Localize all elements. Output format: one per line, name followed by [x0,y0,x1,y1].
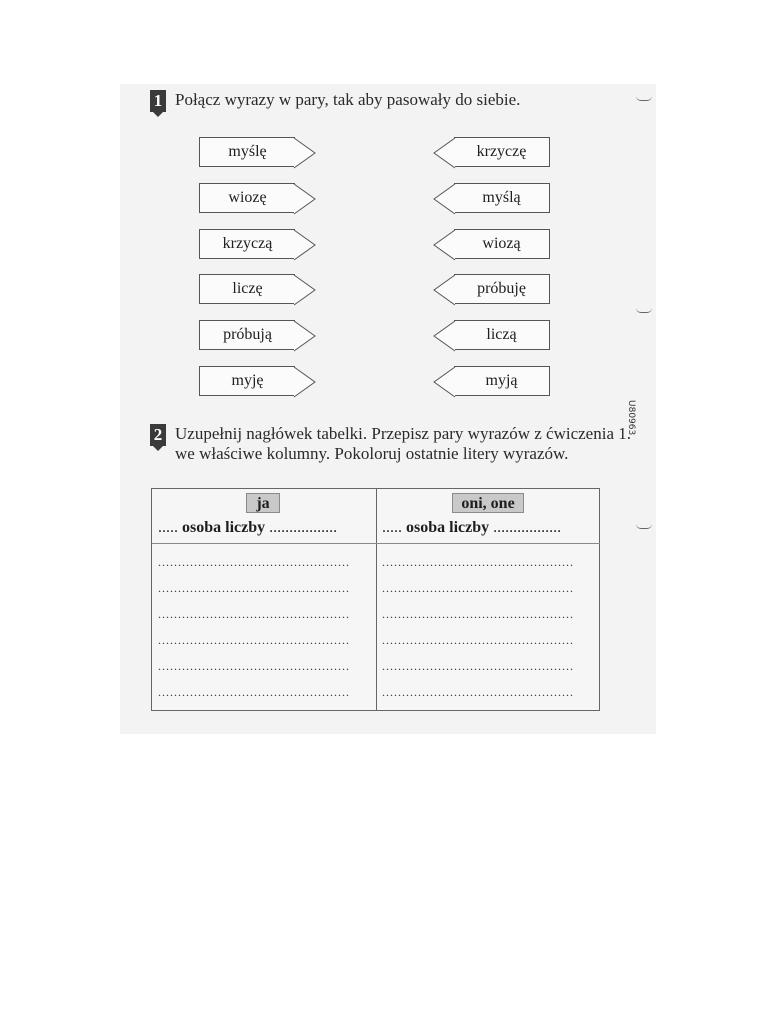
conjugation-table [151,488,600,711]
word-card-label: liczę [232,280,263,297]
writing-line[interactable]: ................................................ [158,633,350,647]
writing-line[interactable]: ................................................ [158,659,350,673]
column-header-pronoun: oni, one [452,493,524,513]
column-header-line [158,519,337,537]
word-card-label: próbuję [477,280,526,297]
arrow-right-tip-icon [294,230,316,260]
header-separator [376,543,600,544]
word-card-right[interactable] [454,229,550,259]
word-card-label: liczą [486,326,517,343]
writing-line[interactable]: ................................................ [382,555,574,569]
writing-line[interactable]: ................................................ [382,685,574,699]
column-header-label: osoba liczby [182,519,266,536]
page-edge-mark [636,524,652,529]
word-card-left[interactable] [199,183,295,213]
exercise-2-instruction-line-1: Uzupełnij nagłówek tabelki. Przepisz pary wyrazów z ćwiczenia 1. [175,424,631,443]
writing-line[interactable]: ................................................ [382,581,574,595]
column-header-pronoun: ja [246,493,280,513]
word-card-label: myją [485,372,518,389]
blank-dots[interactable]: ................. [269,519,338,536]
blank-dots[interactable]: ................. [493,519,562,536]
exercise-1-number: 1 [150,90,166,112]
word-card-label: krzyczę [476,143,527,160]
word-card-label: wiozę [228,189,267,206]
arrow-right-tip-icon [294,138,316,168]
column-header-line [382,519,561,537]
word-card-label: próbują [223,326,272,343]
word-card-label: myję [231,372,264,389]
word-card-right[interactable] [454,366,550,396]
arrow-right-tip-icon [294,184,316,214]
writing-line[interactable]: ................................................ [382,607,574,621]
arrow-right-tip-icon [294,367,316,397]
arrow-right-tip-icon [294,275,316,305]
page-edge-mark [636,308,652,313]
table-column-oni-one [376,489,600,710]
arrow-right-tip-icon [294,321,316,351]
word-card-right[interactable] [454,274,550,304]
exercise-2-instruction-line-2: we właściwe kolumny. Pokoloruj ostatnie litery wyrazów. [175,444,569,463]
word-card-label: wiozą [482,235,521,252]
word-card-label: krzyczą [222,235,273,252]
blank-dots[interactable]: ..... [158,519,178,536]
writing-line[interactable]: ................................................ [382,633,574,647]
column-header-label: osoba liczby [406,519,490,536]
writing-line[interactable]: ................................................ [158,581,350,595]
word-card-left[interactable] [199,366,295,396]
exercise-2-number: 2 [150,424,166,446]
writing-line[interactable]: ................................................ [158,607,350,621]
blank-dots[interactable]: ..... [382,519,402,536]
exercise-1-instruction: Połącz wyrazy w pary, tak aby pasowały do siebie. [175,90,521,109]
word-card-right[interactable] [454,320,550,350]
word-card-right[interactable] [454,183,550,213]
word-card-left[interactable] [199,274,295,304]
arrow-left-tip-icon [433,275,455,305]
arrow-left-tip-icon [433,367,455,397]
word-card-left[interactable] [199,137,295,167]
arrow-left-tip-icon [433,321,455,351]
arrow-left-tip-icon [433,230,455,260]
table-column-ja [152,489,377,710]
page-edge-mark [636,96,652,101]
arrow-left-tip-icon [433,138,455,168]
writing-line[interactable]: ................................................ [158,555,350,569]
writing-line[interactable]: ................................................ [382,659,574,673]
arrow-left-tip-icon [433,184,455,214]
side-code: U80963 [626,400,636,436]
word-card-left[interactable] [199,229,295,259]
word-card-label: myślą [482,189,521,206]
writing-line[interactable]: ................................................ [158,685,350,699]
word-card-right[interactable] [454,137,550,167]
word-card-label: myślę [228,143,267,160]
word-card-left[interactable] [199,320,295,350]
header-separator [152,543,376,544]
